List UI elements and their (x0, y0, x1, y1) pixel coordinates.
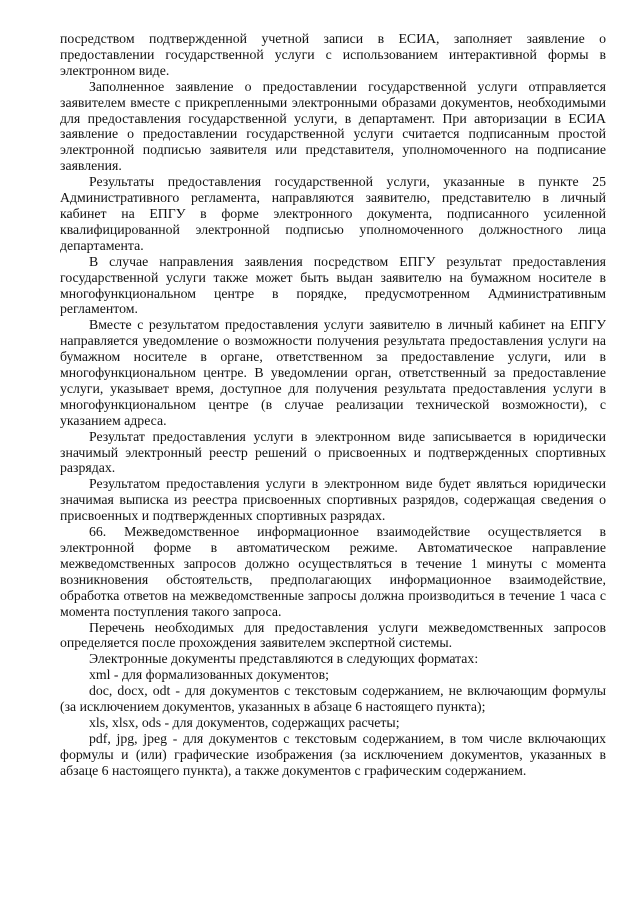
paragraph-interagency-interaction: 66. Межведомственное информационное взаимодействие осуществляется в электронной форме в автоматическом режиме. Автоматическое направление межведомственных запросов должно осуществляться в течение 1 минуты с момента возникновения обстоятельств, предполагающих информационное взаимодействие, обработка ответов на межведомственные запросы должна производиться в течение 1 часа с момента поступления такого запроса. (60, 524, 606, 619)
paragraph-results-delivery: Результаты предоставления государственной услуги, указанные в пункте 25 Административного регламента, направляются заявителю, представителю в личный кабинет на ЕПГУ в форме электронного документа, подписанного усиленной квалифицированной электронной подписью уполномоченного должностного лица департамента. (60, 174, 606, 253)
paragraph-format-xls: xls, xlsx, ods - для документов, содержащих расчеты; (89, 714, 400, 730)
paragraph-esia-continuation: посредством подтвержденной учетной записи в ЕСИА, заполняет заявление о предоставлении государственной услуги с использованием интерактивной формы в электронном виде. (60, 31, 606, 78)
paragraph-request-list: Перечень необходимых для предоставления услуги межведомственных запросов определяется после прохождения заявителем экспертной системы. (60, 619, 606, 651)
paragraph-paper-copy: В случае направления заявления посредством ЕПГУ результат предоставления государственной услуги также может быть выдан заявителю на бумажном носителе в многофункциональном центре в порядке, предусмотренном Административным регламентом. (60, 253, 606, 317)
paragraph-format-pdf: pdf, jpg, jpeg - для документов с текстовым содержанием, в том числе включающих формулы и (или) графические изображения (за исключением документов, указанных в абзаце 6 настоящего пункта), а также документов с графическим содержанием. (60, 730, 606, 778)
paragraph-format-doc: doc, docx, odt - для документов с текстовым содержанием, не включающим формулы (за исключением документов, указанных в абзаце 6 настоящего пункта); (60, 683, 606, 715)
paragraph-registry-extract: Результатом предоставления услуги в электронном виде будет являться юридически значимая выписка из реестра присвоенных спортивных разрядов, содержащая сведения о присвоенных и подтвержденных спортивных разрядах. (60, 476, 606, 524)
paragraph-application-submission: Заполненное заявление о предоставлении государственной услуги отправляется заявителем вместе с прикрепленными электронными образами документов, необходимыми для предоставления государственной услуги, в департамент. При авторизации в ЕСИА заявление о предоставлении государственной услуги считается подписанным простой электронной подписью заявителя или представителя, уполномоченного на подписание заявления. (60, 78, 606, 174)
paragraph-formats-intro: Электронные документы представляются в следующих форматах: (89, 651, 479, 667)
paragraph-notification: Вместе с результатом предоставления услуги заявителю в личный кабинет на ЕПГУ направляется уведомление о возможности получения результата предоставления услуги на бумажном носителе в органе, ответственном за предоставление услуги, или в многофункциональном центре. В уведомлении орган, ответственный за предоставление услуги, указывает время, доступное для получения результата предоставления услуги в многофункциональном центре (в случае реализации технической возможности), с указанием адреса. (60, 317, 606, 428)
paragraph-format-xml: xml - для формализованных документов; (89, 667, 329, 683)
paragraph-registry-record: Результат предоставления услуги в электронном виде записывается в юридически значимый электронный реестр решений о присвоенных и подтвержденных спортивных разрядах. (60, 428, 606, 476)
